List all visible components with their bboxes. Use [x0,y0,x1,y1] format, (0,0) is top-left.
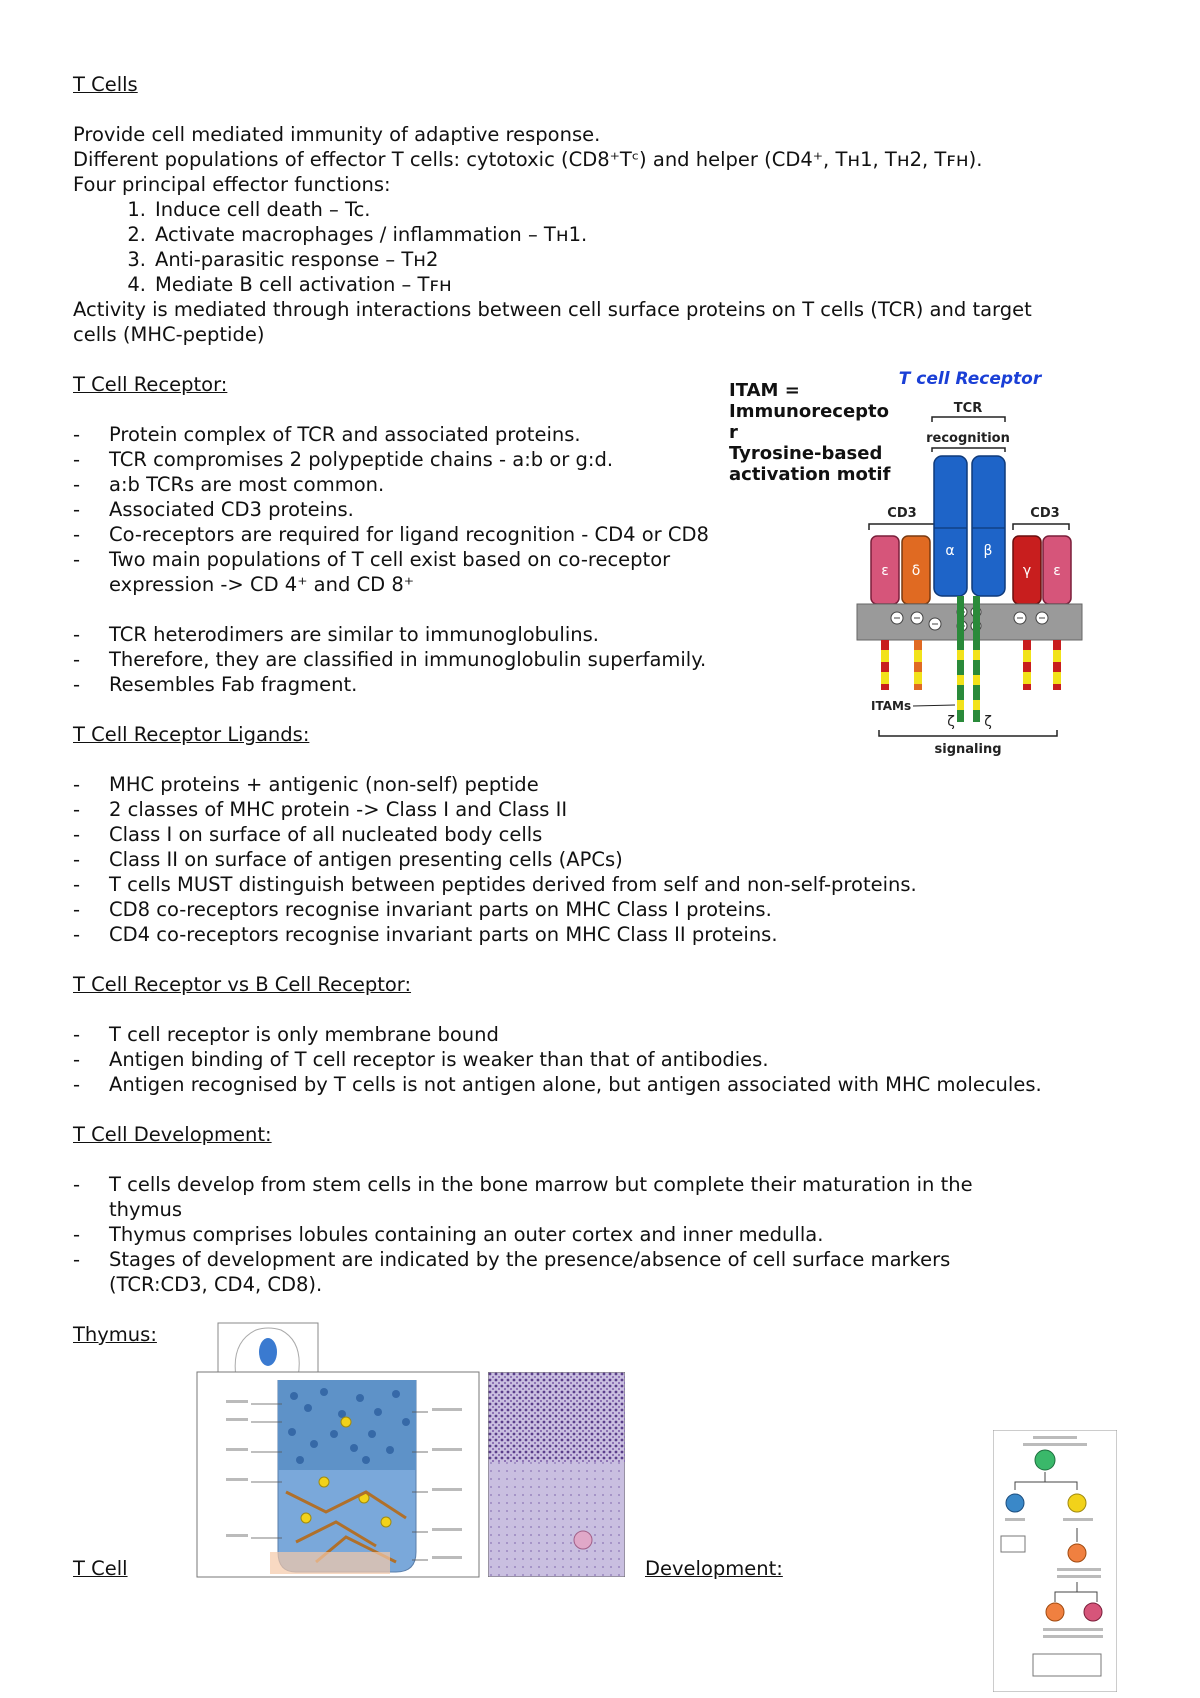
thymus-inset [259,1338,277,1366]
dev-bullet-continuation: (TCR:CD3, CD4, CD8). [109,1273,323,1296]
dev-bullet-continuation: thymus [109,1198,183,1221]
gamma-label: γ [1022,563,1032,579]
function-item: 1. Induce cell death – Tc. [127,198,371,221]
dev-bullet: - Thymus comprises lobules containing an outer cortex and inner medulla. [73,1223,824,1246]
tcr-bullet-continuation: expression -> CD 4⁺ and CD 8⁺ [109,573,415,596]
tcr-alpha-chain [934,456,967,596]
dev-bullet: - Stages of development are indicated by the presence/absence of cell surface markers [73,1248,951,1271]
ligands-bullet: - Class I on surface of all nucleated body cells [73,823,543,846]
cd3-left-label: CD3 [887,506,917,521]
function-item: 2. Activate macrophages / inflammation – Tʜ1. [127,223,588,246]
ligands-bullet: - CD8 co-receptors recognise invariant parts on MHC Class I proteins. [73,898,772,921]
bottom-caption-right: Development: [645,1557,783,1580]
cd3-left-bracket [869,524,937,530]
tcr-figure-title: T cell Receptor [898,369,1042,389]
tcr-bullet: - TCR compromises 2 polypeptide chains - a:b or g:d. [73,448,614,471]
signaling-bracket [879,730,1057,736]
thymus-histology-image [488,1372,625,1577]
thymus-diagram [196,1322,481,1587]
recognition-bracket [932,448,1005,452]
t-cell-development-diagram [993,1430,1117,1692]
function-item: 3. Anti-parasitic response – Tʜ2 [127,248,439,271]
cd3-right-label: CD3 [1030,506,1060,521]
intro-line: Different populations of effector T cells: cytotoxic (CD8⁺Tᶜ) and helper (CD4⁺, Tʜ1, Tʜ2, Tꜰʜ). [73,148,983,171]
tcr-bullet: - a:b TCRs are most common. [73,473,385,496]
tcr-beta-chain [972,456,1005,596]
tcr-bullet: - Resembles Fab fragment. [73,673,358,696]
ligands-bullet: - MHC proteins + antigenic (non-self) peptide [73,773,539,796]
zeta-right-label: ζ [984,714,992,730]
zeta-left-label: ζ [947,714,955,730]
epsilon-right-label: ε [1053,563,1061,579]
vs-bullet: - Antigen binding of T cell receptor is weaker than that of antibodies. [73,1048,769,1071]
ligands-heading: T Cell Receptor Ligands: [73,723,310,746]
tcr-figure [845,360,1090,760]
tcr-bullet: - Associated CD3 proteins. [73,498,354,521]
cell-membrane [857,604,1082,640]
delta-label: δ [911,563,921,579]
ligands-bullet: - Class II on surface of antigen presenting cells (APCs) [73,848,623,871]
bottom-caption-left: T Cell [73,1557,128,1580]
tcr-bullet: - TCR heterodimers are similar to immunoglobulins. [73,623,599,646]
activity-line: Activity is mediated through interactions between cell surface proteins on T cells (TCR) and target [73,298,1032,321]
intro-line: Four principal effector functions: [73,173,391,196]
function-item: 4. Mediate B cell activation – Tꜰʜ [127,273,452,296]
recognition-label: recognition [926,431,1010,446]
ligands-bullet: - T cells MUST distinguish between peptides derived from self and non-self-proteins. [73,873,917,896]
ligands-bullet: - CD4 co-receptors recognise invariant parts on MHC Class II proteins. [73,923,778,946]
tcr-label: TCR [953,401,983,416]
ligands-bullet: - 2 classes of MHC protein -> Class I and Class II [73,798,568,821]
vs-bullet: - T cell receptor is only membrane bound [73,1023,499,1046]
epsilon-left-label: ε [881,563,889,579]
alpha-label: α [945,543,955,559]
vs-bullet: - Antigen recognised by T cells is not antigen alone, but antigen associated with MHC molecules. [73,1073,1042,1096]
page-title: T Cells [73,73,138,96]
cd3-right-bracket [1013,524,1069,530]
thymus-heading: Thymus: [73,1323,157,1346]
tcr-bullet: - Two main populations of T cell exist based on co-receptor [73,548,671,571]
signaling-label: signaling [934,742,1002,757]
vs-heading: T Cell Receptor vs B Cell Receptor: [73,973,412,996]
dev-bullet: - T cells develop from stem cells in the bone marrow but complete their maturation in the [73,1173,973,1196]
itams-label: ITAMs [871,699,912,713]
intro-line: Provide cell mediated immunity of adaptive response. [73,123,601,146]
tcr-bullet: - Therefore, they are classified in immunoglobulin superfamily. [73,648,707,671]
tcr-bullet: - Protein complex of TCR and associated proteins. [73,423,581,446]
itam-note: ITAM = Immunorecepto r Tyrosine-based activation motif [729,380,891,485]
tcr-bullet: - Co-receptors are required for ligand recognition - CD4 or CD8 [73,523,709,546]
tcr-bracket [932,417,1005,422]
beta-label: β [983,543,993,559]
activity-line: cells (MHC-peptide) [73,323,265,346]
tcr-heading: T Cell Receptor: [73,373,228,396]
dev-heading: T Cell Development: [73,1123,272,1146]
